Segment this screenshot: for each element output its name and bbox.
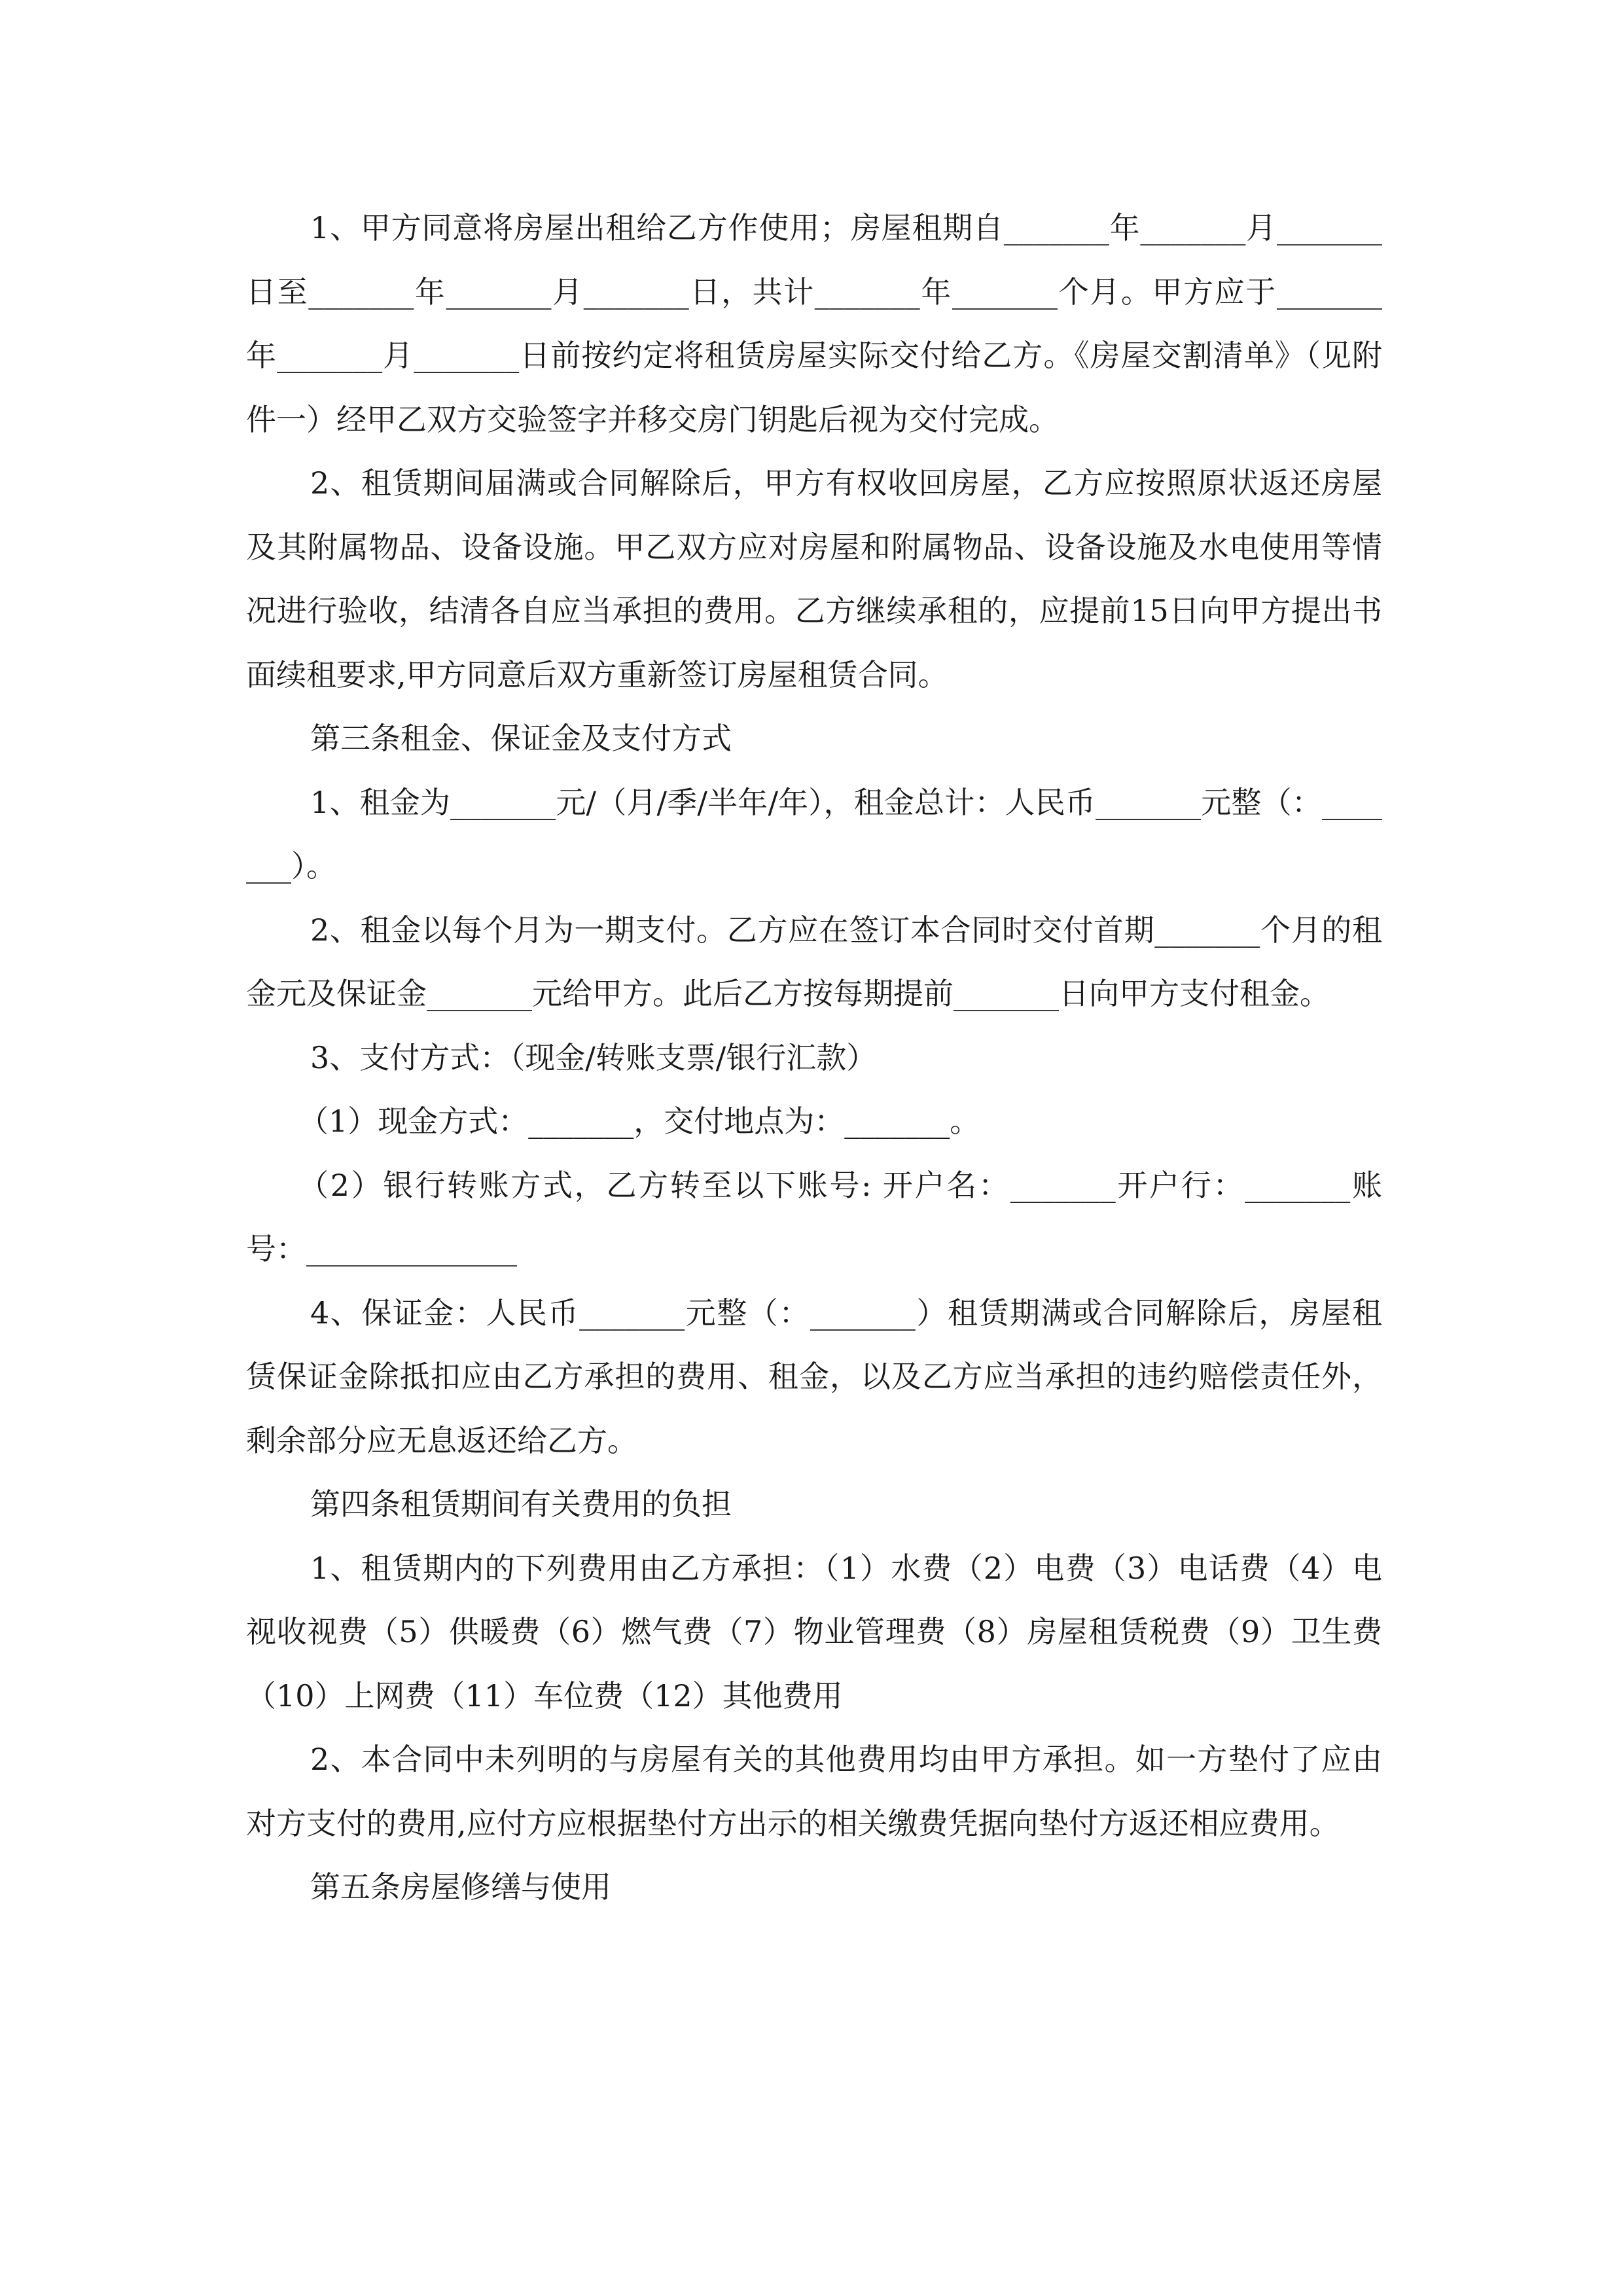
heading-article-5: 第五条房屋修缮与使用 <box>310 1869 611 1905</box>
paragraph-lease-term: 1、甲方同意将房屋出租给乙方作使用；房屋租期自_______年_______月_______日至_______年_______月_______日，共计_______年_______个月。甲方应于_______年_______月_______日前按约定将租赁房屋实际交付给乙方。《房屋交割清单》（见附件一）经甲乙双方交验签字并移交房门钥匙后视为交付完成。 <box>246 210 1382 437</box>
paragraph-payment-method: 3、支付方式：（现金/转账支票/银行汇款） <box>310 1039 877 1075</box>
paragraph-cash-payment: （1）现金方式：_______，交付地点为：_______。 <box>298 1103 980 1139</box>
paragraph-tenant-fees: 1、租赁期内的下列费用由乙方承担：（1）水费（2）电费（3）电话费（4）电视收视费（5）供暖费（6）燃气费（7）物业管理费（8）房屋租赁税费（9）卫生费（10）上网费（11）车位费（12）其他费用 <box>246 1550 1382 1713</box>
paragraph-other-fees: 2、本合同中未列明的与房屋有关的其他费用均由甲方承担。如一方垫付了应由对方支付的费用,应付方应根据垫付方出示的相关缴费凭据向垫付方返还相应费用。 <box>246 1742 1382 1841</box>
paragraph-rent-amount: 1、租金为_______元/（月/季/半年/年），租金总计：人民币_______元整（：_______）。 <box>246 784 1382 884</box>
paragraph-lease-expiry: 2、租赁期间届满或合同解除后，甲方有权收回房屋，乙方应按照原状返还房屋及其附属物品、设备设施。甲乙双方应对房屋和附属物品、设备设施及水电使用等情况进行验收，结清各自应当承担的费用。乙方继续承租的，应提前15日向甲方提出书面续租要求,甲方同意后双方重新签订房屋租赁合同。 <box>246 465 1382 692</box>
paragraph-rent-period: 2、租金以每个月为一期支付。乙方应在签订本合同时交付首期_______个月的租金元及保证金_______元给甲方。此后乙方按每期提前_______日向甲方支付租金。 <box>246 912 1382 1011</box>
paragraph-deposit: 4、保证金：人民币_______元整（：_______）租赁期满或合同解除后，房屋租赁保证金除抵扣应由乙方承担的费用、租金，以及乙方应当承担的违约赔偿责任外，剩余部分应无息返还给乙方。 <box>246 1295 1382 1458</box>
heading-article-4: 第四条租赁期间有关费用的负担 <box>310 1486 732 1522</box>
paragraph-bank-transfer: （2）银行转账方式，乙方转至以下账号: 开户名：_______开户行：_______账号：______________ <box>246 1167 1382 1266</box>
document-body <box>246 196 1382 1920</box>
heading-article-3: 第三条租金、保证金及支付方式 <box>310 721 732 756</box>
